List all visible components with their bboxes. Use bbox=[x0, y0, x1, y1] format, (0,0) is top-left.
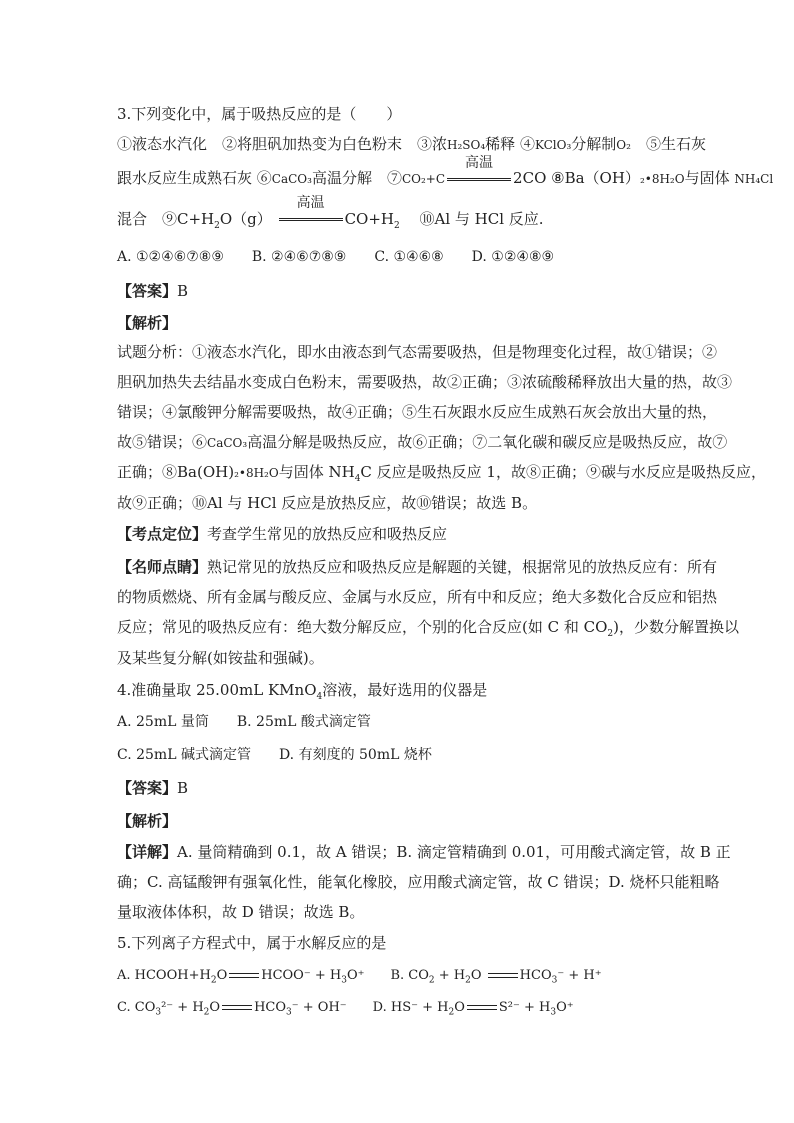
condition-label: 高温 bbox=[296, 195, 325, 211]
subscript: 2 bbox=[214, 221, 220, 231]
answer-value: B bbox=[177, 282, 189, 300]
q5-text: O bbox=[216, 968, 228, 983]
q4-answer bbox=[117, 778, 717, 798]
q3-analysis-3: 错误；④氯酸钾分解需要吸热，故④正确；⑤生石灰跟水反应生成熟石灰会放出大量的热， bbox=[117, 403, 718, 421]
double-line-arrow bbox=[279, 218, 343, 221]
formula-kclo3: KClO₃ bbox=[534, 138, 572, 152]
q5-text: O bbox=[209, 1000, 221, 1015]
q3-analysis-6: 故⑨正确；⑩Al 与 HCl 反应是放热反应，故⑩错误；故选 B。 bbox=[117, 494, 538, 512]
q5-text: S²⁻ + H bbox=[498, 1000, 551, 1015]
q5-stem: 5.下列离子方程式中，属于水解反应的是 bbox=[117, 934, 387, 952]
subscript: 3 bbox=[155, 1007, 162, 1018]
q4-detail-3: 量取液体体积，故 D 错误；故选 B。 bbox=[117, 903, 365, 921]
formula-8h2o: ₂•8H₂O bbox=[639, 172, 685, 186]
key-point-label: 【考点定位】 bbox=[117, 525, 208, 543]
q3-analysis-4 bbox=[117, 432, 728, 453]
reaction-condition-arrow bbox=[277, 195, 345, 229]
subscript: 3 bbox=[551, 975, 558, 986]
subscript: 4 bbox=[354, 474, 361, 484]
q4-options-ab: A. 25mL 量筒 B. 25mL 酸式滴定管 bbox=[117, 714, 371, 730]
equilibrium-arrow bbox=[227, 971, 261, 981]
tip-label: 【名师点睛】 bbox=[117, 558, 208, 576]
q3-tip-2: 的物质燃烧、所有金属与酸反应、金属与水反应，所有中和反应；绝大多数化合反应和铝热 bbox=[117, 588, 718, 606]
q3-items-line3 bbox=[117, 195, 717, 231]
formula-8h2o: ₂•8H₂O bbox=[234, 466, 279, 480]
q5-text: O bbox=[454, 1000, 465, 1015]
q5-text: ⁻ + H⁺ bbox=[557, 968, 602, 983]
equilibrium-arrow bbox=[220, 1003, 254, 1013]
condition-label: 高温 bbox=[465, 155, 494, 171]
tip-text: 反应；常见的吸热反应有：绝大数分解反应，个别的化合反应(如 C 和 CO bbox=[117, 618, 608, 636]
q3-text: C 反应是吸热反应 1，故⑧正确；⑨碳与水反应是吸热反应， bbox=[360, 463, 766, 481]
q3-answer bbox=[117, 281, 717, 301]
q4-text: 溶液，最好选用的仪器是 bbox=[322, 681, 488, 699]
q5-text: O bbox=[470, 968, 482, 983]
q5-options-ab bbox=[117, 966, 717, 986]
q3-text: 混合 ⑨C+H bbox=[117, 210, 215, 228]
q3-tip-1 bbox=[117, 557, 717, 577]
formula-h2so4: H₂SO₄ bbox=[447, 138, 486, 152]
tip-text: )，少数分解置换以 bbox=[613, 618, 740, 636]
subscript: 3 bbox=[341, 975, 347, 986]
subscript: 2 bbox=[607, 629, 614, 639]
subscript: 2 bbox=[465, 975, 471, 986]
detail-label: 【详解】 bbox=[117, 843, 178, 861]
subscript: 3 bbox=[286, 1007, 292, 1018]
formula-co2-c: CO₂+C bbox=[401, 172, 446, 186]
q3-text: O（g） bbox=[219, 210, 272, 228]
q5-text: HCO bbox=[254, 1000, 287, 1015]
tip-text: 熟记常见的放热反应和吸热反应是解题的关键，根据常见的放热反应有：所有 bbox=[207, 558, 718, 576]
q3-text: 高温分解是吸热反应，故⑥正确；⑦二氧化碳和碳反应是吸热反应，故⑦ bbox=[247, 433, 728, 451]
q3-tip-3 bbox=[117, 617, 740, 639]
q5-text: + H bbox=[434, 968, 466, 983]
subscript: 2 bbox=[210, 975, 217, 986]
q3-text: ⑤生石灰 bbox=[645, 135, 706, 153]
q3-text: CO+H bbox=[344, 210, 394, 228]
reaction-condition-arrow bbox=[445, 155, 513, 189]
q4-detail-1 bbox=[117, 842, 731, 862]
q5-text: O⁺ B. CO bbox=[346, 968, 429, 983]
subscript: 2 bbox=[203, 1007, 210, 1018]
q3-analysis-1: 试题分析：①液态水汽化，即水由液态到气态需要吸热，但是物理变化过程，故①错误；② bbox=[117, 343, 718, 361]
q3-text: 分解制 bbox=[571, 135, 617, 153]
q3-text: 故⑤错误；⑥ bbox=[117, 433, 208, 451]
equilibrium-arrow bbox=[486, 971, 520, 981]
q3-stem: 3.下列变化中，属于吸热反应的是（ ） bbox=[117, 105, 402, 123]
detail-text: A. 量筒精确到 0.1，故 A 错误；B. 滴定管精确到 0.01，可用酸式滴定管，故 B 正 bbox=[177, 843, 731, 861]
subscript: 2 bbox=[448, 1007, 455, 1018]
q3-text: 跟水反应生成熟石灰 ⑥ bbox=[117, 169, 272, 187]
q3-text: ①液态水汽化 ②将胆矾加热变为白色粉末 ③浓 bbox=[117, 135, 448, 153]
q5-text: O⁺ bbox=[556, 1000, 574, 1015]
subscript: 4 bbox=[316, 692, 323, 702]
subscript: 2 bbox=[394, 221, 400, 231]
q3-key-point bbox=[117, 524, 717, 544]
q3-text: 与固体 bbox=[684, 169, 730, 187]
q3-text: 正确；⑧Ba(OH) bbox=[117, 463, 235, 481]
q3-text: 与固体 NH bbox=[278, 463, 355, 481]
q3-text: 高温分解 ⑦ bbox=[311, 169, 402, 187]
q3-text: 2CO ⑧Ba（OH） bbox=[513, 169, 640, 187]
formula-o2: O₂ bbox=[616, 138, 631, 152]
q3-analysis-label: 【解析】 bbox=[117, 314, 178, 332]
answer-label: 【答案】 bbox=[117, 282, 178, 300]
q4-options-cd: C. 25mL 碱式滴定管 D. 有刻度的 50mL 烧杯 bbox=[117, 747, 432, 763]
q5-options-cd bbox=[117, 998, 717, 1018]
q3-text: 稀释 ④ bbox=[485, 135, 535, 153]
q5-text: C. CO bbox=[117, 1000, 156, 1015]
q3-analysis-5 bbox=[117, 462, 766, 484]
q5-text: HCO bbox=[519, 968, 552, 983]
q4-text: 4.准确量取 25.00mL KMnO bbox=[117, 681, 317, 699]
formula-caco3: CaCO₃ bbox=[207, 436, 248, 450]
equilibrium-arrow bbox=[465, 1003, 499, 1013]
q3-tip-4: 及某些复分解(如铵盐和强碱)。 bbox=[117, 649, 324, 667]
q5-text: ²⁻ + H bbox=[161, 1000, 204, 1015]
q5-text: ⁻ + OH⁻ D. HS⁻ + H bbox=[291, 1000, 449, 1015]
q4-analysis-label: 【解析】 bbox=[117, 812, 178, 830]
double-line-arrow bbox=[447, 178, 511, 181]
q5-text: A. HCOOH+H bbox=[117, 968, 211, 983]
q4-stem bbox=[117, 680, 717, 700]
q3-items-line1 bbox=[117, 134, 717, 155]
q4-detail-2: 确；C. 高锰酸钾有强氧化性，能氧化橡胶，应用酸式滴定管，故 C 错误；D. 烧杯只能粗略 bbox=[117, 873, 720, 891]
q3-analysis-2: 胆矾加热失去结晶水变成白色粉末，需要吸热，故②正确；③浓硫酸稀释放出大量的热，故③ bbox=[117, 373, 733, 391]
q5-text: HCOO⁻ + H bbox=[261, 968, 342, 983]
answer-label: 【答案】 bbox=[117, 779, 178, 797]
formula-caco3: CaCO₃ bbox=[271, 172, 312, 186]
q3-items-line2 bbox=[117, 155, 774, 189]
subscript: 2 bbox=[428, 975, 435, 986]
formula-nh4cl: NH₄Cl bbox=[734, 172, 774, 186]
subscript: 3 bbox=[550, 1007, 557, 1018]
key-point-text: 考查学生常见的放热反应和吸热反应 bbox=[207, 525, 448, 543]
q3-options: A. ①②④⑥⑦⑧⑨ B. ②④⑥⑦⑧⑨ C. ①④⑥⑧ D. ①②④⑧⑨ bbox=[117, 249, 555, 265]
q3-text: ⑩Al 与 HCl 反应. bbox=[419, 210, 544, 228]
answer-value: B bbox=[177, 779, 189, 797]
